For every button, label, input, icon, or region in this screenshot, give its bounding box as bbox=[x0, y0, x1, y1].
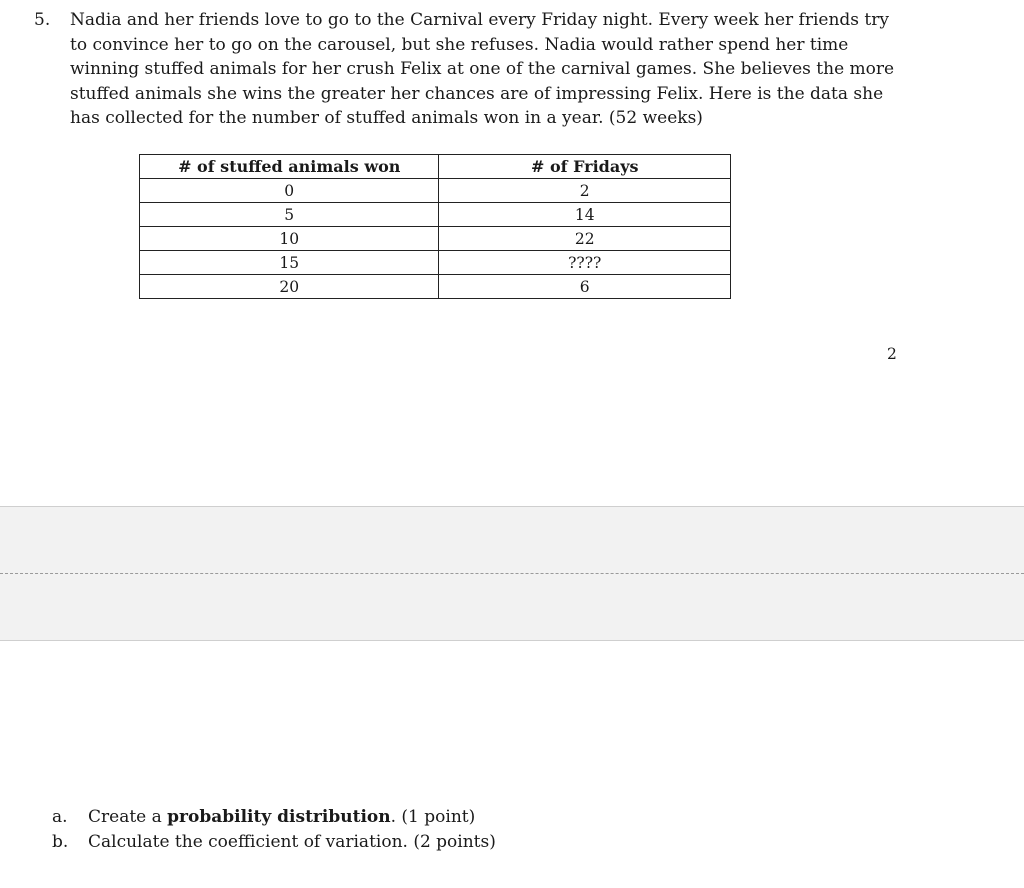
page-break-separator bbox=[0, 506, 1024, 641]
table-row bbox=[140, 179, 731, 203]
table-cell: 5 bbox=[140, 203, 439, 227]
part-letter: b. bbox=[52, 832, 69, 852]
table-row bbox=[140, 227, 731, 251]
column-header-animals-won: # of stuffed animals won bbox=[140, 155, 439, 179]
table-cell: 0 bbox=[140, 179, 439, 203]
part-a bbox=[52, 805, 496, 830]
part-text bbox=[88, 830, 496, 855]
table-cell: 15 bbox=[140, 251, 439, 275]
page-break-dashed-line bbox=[0, 573, 1024, 574]
question-parts bbox=[52, 805, 496, 855]
column-header-fridays: # of Fridays bbox=[439, 155, 731, 179]
table-cell: 22 bbox=[439, 227, 731, 251]
data-table bbox=[139, 154, 731, 299]
question-number: 5. bbox=[34, 10, 51, 30]
part-text bbox=[88, 805, 475, 830]
table-header-row bbox=[140, 155, 731, 179]
table-cell: 20 bbox=[140, 275, 439, 299]
table-row bbox=[140, 203, 731, 227]
table-cell: 2 bbox=[439, 179, 731, 203]
table-cell: 10 bbox=[140, 227, 439, 251]
part-text-prefix: Calculate the coefficient of variation. (2 points) bbox=[88, 832, 496, 852]
question-text: Nadia and her friends love to go to the Carnival every Friday night. Every week her friends try to convince her to go on the carousel, but she refuses. Nadia would rather spend her time winning stuffed animals for her crush Felix at one of the carnival games. She believes the more stuffed animals she wins the greater her chances are of impressing Felix. Here is the data she has collected for the number of stuffed animals won in a year. (52 weeks) bbox=[70, 10, 895, 128]
part-b bbox=[52, 830, 496, 855]
part-text-prefix: Create a bbox=[88, 807, 168, 827]
page-number: 2 bbox=[887, 345, 897, 363]
table-cell: 14 bbox=[439, 203, 731, 227]
part-text-suffix: . (1 point) bbox=[390, 807, 476, 827]
part-letter: a. bbox=[52, 807, 68, 827]
table-row bbox=[140, 251, 731, 275]
part-text-bold: probability distribution bbox=[167, 807, 391, 827]
question-block bbox=[34, 8, 904, 131]
table-cell: 6 bbox=[439, 275, 731, 299]
table-cell: ???? bbox=[439, 251, 731, 275]
table-row bbox=[140, 275, 731, 299]
